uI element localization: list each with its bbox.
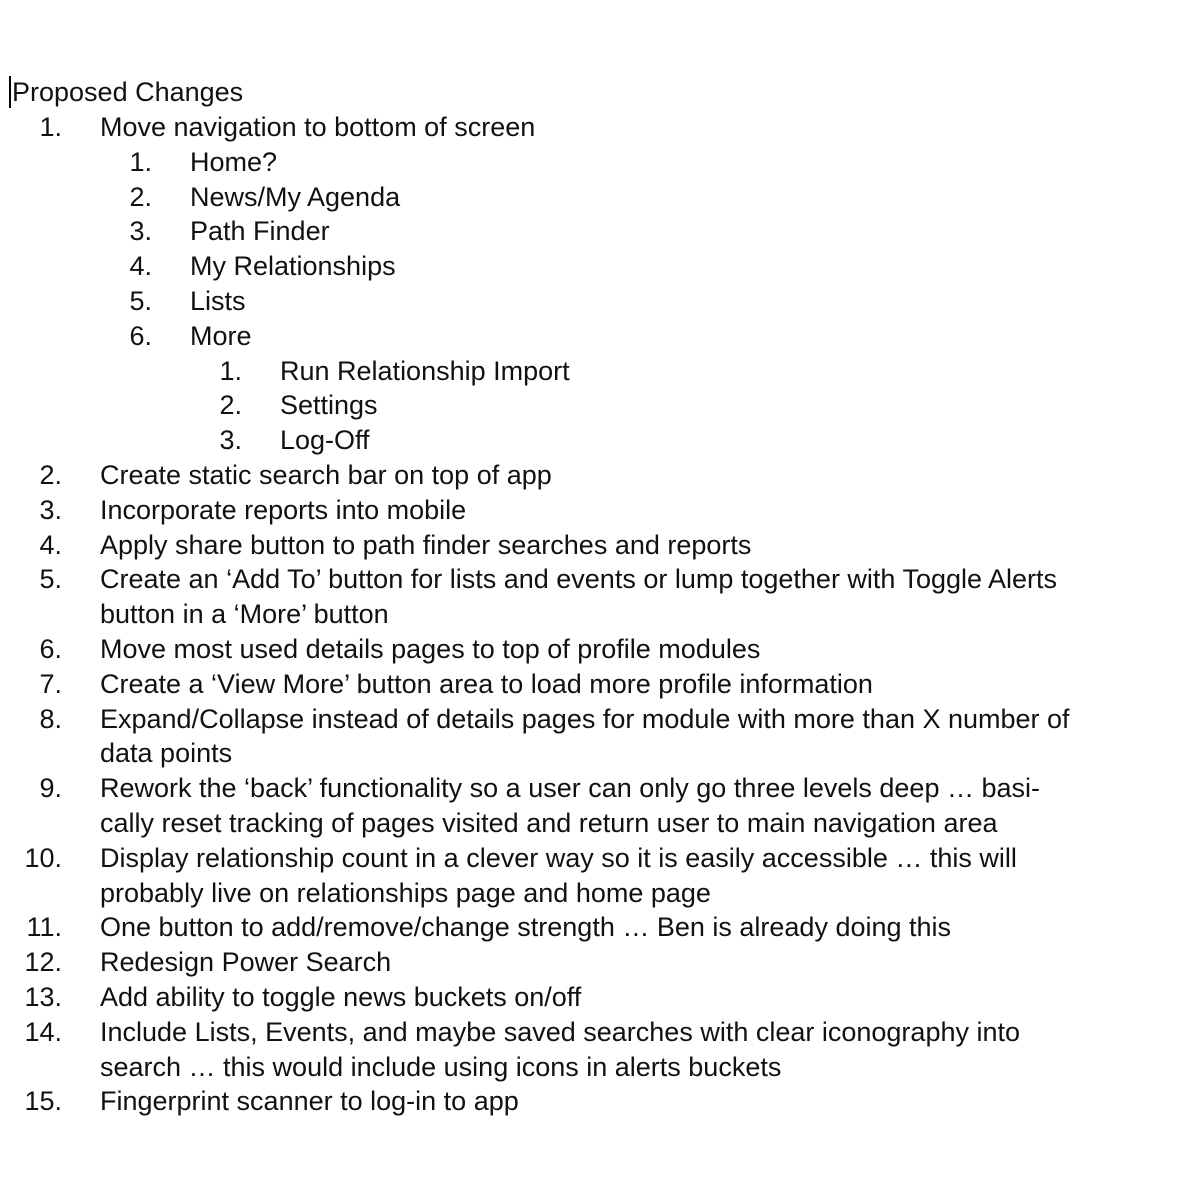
- list-item-number: 13.: [24, 982, 62, 1012]
- list-item-number: 5.: [129, 286, 152, 316]
- list-item-text: button in a ‘More’ button: [100, 599, 389, 630]
- list-item-number: 10.: [24, 842, 62, 873]
- list-item-number: 11.: [26, 912, 62, 943]
- list-item-text: My Relationships: [190, 251, 396, 282]
- list-item-number: 2.: [129, 181, 152, 212]
- list-item-text: Fingerprint scanner to log-in to app: [100, 1086, 519, 1117]
- list-item-text: Create a ‘View More’ button area to load more profile information: [100, 668, 873, 699]
- list-item-text: One button to add/remove/change strength … Ben is already doing this: [100, 912, 952, 943]
- list-item-number: 15.: [24, 1086, 62, 1117]
- list-item-text: Redesign Power Search: [100, 947, 392, 978]
- list-item-text: More: [190, 320, 252, 351]
- list-item-text: search … this would include using icons in alerts buckets: [100, 1051, 782, 1082]
- list-item-number: 8.: [39, 703, 62, 734]
- list-item-text: Create static search bar on top of app: [100, 460, 552, 490]
- list-item-text: probably live on relationships page and home page: [100, 877, 711, 908]
- list-item-number: 1.: [129, 146, 152, 177]
- list-item-text: Add ability to toggle news buckets on/off: [100, 982, 582, 1012]
- list-item-text: Lists: [190, 286, 246, 316]
- list-item-number: 2.: [219, 390, 242, 421]
- list-item-text: Path Finder: [190, 216, 330, 247]
- list-item-number: 7.: [39, 668, 62, 699]
- list-item-number: 3.: [219, 425, 242, 456]
- list-item-number: 3.: [129, 216, 152, 247]
- list-item-text: Incorporate reports into mobile: [100, 494, 467, 525]
- list-item-number: 6.: [39, 634, 62, 664]
- list-item-number: 9.: [39, 773, 62, 804]
- list-item-text: Apply share button to path finder searches and reports: [100, 529, 752, 560]
- list-item-number: 1.: [219, 355, 242, 386]
- list-item-text: Expand/Collapse instead of details pages for module with more than X number of: [100, 703, 1070, 734]
- list-item-text: Log-Off: [280, 425, 370, 456]
- list-item-text: Move navigation to bottom of screen: [100, 112, 536, 142]
- list-item-number: 2.: [39, 460, 62, 490]
- list-item-number: 14.: [24, 1016, 62, 1047]
- list-item-text: cally reset tracking of pages visited and return user to main navigation area: [100, 808, 998, 838]
- list-item-text: News/My Agenda: [190, 181, 401, 212]
- list-item-text: data points: [100, 738, 233, 769]
- list-item-number: 4.: [129, 251, 152, 282]
- text-cursor: [9, 76, 11, 108]
- list-item-text: Create an ‘Add To’ button for lists and events or lump together with Toggle Alerts: [100, 564, 1058, 595]
- list-item-text: Include Lists, Events, and maybe saved searches with clear iconography into: [100, 1016, 1021, 1047]
- list-item-text: Run Relationship Import: [280, 355, 570, 386]
- list-item-text: Settings: [280, 390, 378, 421]
- list-item-number: 1.: [39, 112, 62, 142]
- list-item-text: Rework the ‘back’ functionality so a user can only go three levels deep … basi-: [100, 773, 1040, 804]
- list-item-text: Display relationship count in a clever way so it is easily accessible … this will: [100, 842, 1017, 873]
- list-item-text: Home?: [190, 146, 278, 177]
- list-item-text: Move most used details pages to top of profile modules: [100, 634, 761, 664]
- list-item-number: 12.: [24, 947, 62, 978]
- list-item-number: 4.: [39, 529, 62, 560]
- document-title: Proposed Changes: [12, 77, 244, 107]
- list-item-number: 3.: [39, 494, 62, 525]
- list-item-number: 5.: [39, 564, 62, 595]
- list-item-number: 6.: [129, 320, 152, 351]
